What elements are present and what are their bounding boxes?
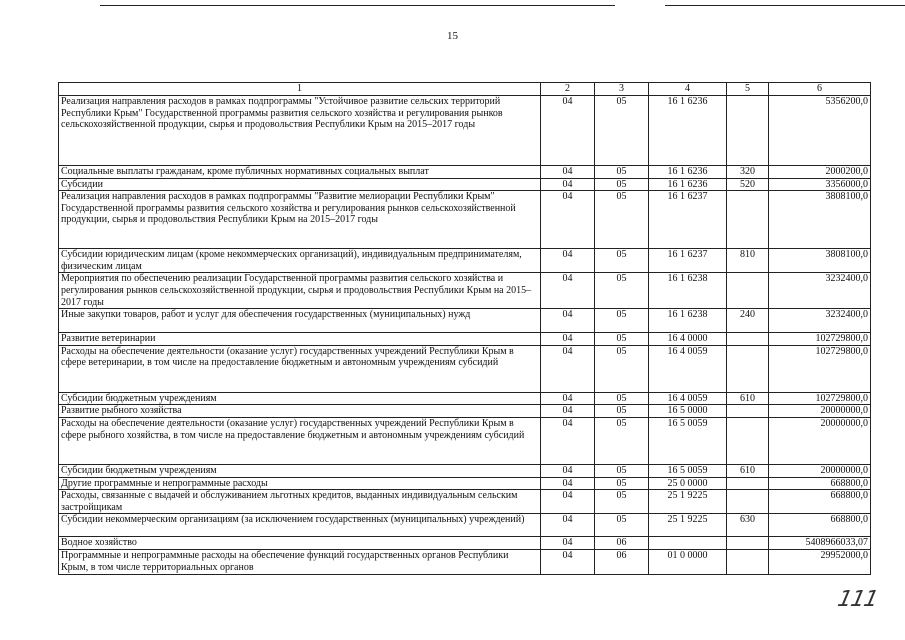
table-row [59, 333, 871, 346]
cell-amount: 3808100,0 [769, 191, 871, 249]
cell-subsection: 05 [595, 345, 649, 392]
cell-subsection: 05 [595, 490, 649, 514]
cell-expense-type [727, 191, 769, 249]
page-number: 15 [447, 30, 458, 42]
cell-amount: 3232400,0 [769, 273, 871, 309]
cell-target-article: 25 1 9225 [649, 490, 727, 514]
cell-target-article: 16 5 0000 [649, 405, 727, 418]
handwritten-page-mark: 111 [835, 587, 880, 612]
cell-expense-type [727, 273, 769, 309]
top-rule-right [665, 5, 905, 6]
cell-amount: 29952000,0 [769, 549, 871, 574]
cell-subsection: 05 [595, 166, 649, 179]
cell-expense-type: 610 [727, 464, 769, 477]
header-cell-target-article: 4 [649, 83, 727, 96]
cell-subsection: 05 [595, 392, 649, 405]
cell-target-article: 16 1 6237 [649, 249, 727, 273]
header-cell-section: 2 [541, 83, 595, 96]
cell-target-article: 16 1 6236 [649, 96, 727, 166]
cell-section: 04 [541, 273, 595, 309]
table-row [59, 537, 871, 550]
cell-description: Расходы, связанные с выдачей и обслуживанием льготных кредитов, выданных индивидуальным сельским застройщикам [59, 490, 541, 514]
header-cell-name: 1 [59, 83, 541, 96]
table-row [59, 490, 871, 514]
cell-target-article: 16 4 0059 [649, 345, 727, 392]
cell-section: 04 [541, 417, 595, 464]
table-row [59, 392, 871, 405]
cell-expense-type: 810 [727, 249, 769, 273]
cell-target-article: 16 1 6238 [649, 309, 727, 333]
header-cell-subsection: 3 [595, 83, 649, 96]
cell-section: 04 [541, 191, 595, 249]
cell-expense-type [727, 405, 769, 418]
cell-section: 04 [541, 96, 595, 166]
table-row [59, 405, 871, 418]
cell-expense-type: 520 [727, 178, 769, 191]
cell-target-article: 16 4 0059 [649, 392, 727, 405]
table-row [59, 345, 871, 392]
cell-section: 04 [541, 166, 595, 179]
cell-expense-type: 630 [727, 514, 769, 537]
cell-expense-type [727, 549, 769, 574]
cell-description: Развитие рыбного хозяйства [59, 405, 541, 418]
cell-description: Субсидии юридическим лицам (кроме некоммерческих организаций), индивидуальным предпринимателям, физическим лицам [59, 249, 541, 273]
cell-expense-type [727, 417, 769, 464]
table-row [59, 477, 871, 490]
cell-expense-type [727, 345, 769, 392]
cell-section: 04 [541, 549, 595, 574]
table-row [59, 249, 871, 273]
cell-target-article: 16 1 6238 [649, 273, 727, 309]
cell-subsection: 05 [595, 191, 649, 249]
cell-subsection: 05 [595, 309, 649, 333]
cell-description: Реализация направления расходов в рамках подпрограммы "Устойчивое развитие сельских территорий Республики Крым" Государственной программы развития сельского хозяйства и регулирования рынков сельскохозяйственной продукции, сырья и продовольствия Республики Крым на 2015–2017 годы [59, 96, 541, 166]
table-row [59, 549, 871, 574]
cell-expense-type [727, 537, 769, 550]
cell-subsection: 05 [595, 273, 649, 309]
cell-subsection: 05 [595, 464, 649, 477]
table-row [59, 417, 871, 464]
cell-amount: 3232400,0 [769, 309, 871, 333]
cell-subsection: 05 [595, 249, 649, 273]
cell-amount: 668800,0 [769, 477, 871, 490]
header-row [59, 83, 871, 96]
cell-subsection: 06 [595, 537, 649, 550]
table-row [59, 514, 871, 537]
cell-target-article: 16 4 0000 [649, 333, 727, 346]
cell-target-article: 16 5 0059 [649, 464, 727, 477]
cell-expense-type [727, 333, 769, 346]
cell-description: Субсидии некоммерческим организациям (за исключением государственных (муниципальных) учреждений) [59, 514, 541, 537]
cell-amount: 20000000,0 [769, 417, 871, 464]
budget-table [58, 82, 871, 575]
table-row [59, 178, 871, 191]
table-row [59, 191, 871, 249]
cell-target-article: 16 1 6236 [649, 166, 727, 179]
cell-description: Развитие ветеринарии [59, 333, 541, 346]
cell-description: Расходы на обеспечение деятельности (оказание услуг) государственных учреждений Республики Крым в сфере ветеринарии, в том числе на предоставление бюджетным и автономным учреждениям субсидий [59, 345, 541, 392]
cell-amount: 102729800,0 [769, 392, 871, 405]
cell-subsection: 06 [595, 549, 649, 574]
cell-expense-type [727, 96, 769, 166]
cell-amount: 3356000,0 [769, 178, 871, 191]
cell-amount: 102729800,0 [769, 333, 871, 346]
header-cell-expense-type: 5 [727, 83, 769, 96]
cell-subsection: 05 [595, 514, 649, 537]
top-rule-left [100, 5, 615, 6]
cell-target-article: 16 1 6237 [649, 191, 727, 249]
cell-description: Программные и непрограммные расходы на обеспечение функций государственных органов Республики Крым, в том числе территориальных органов [59, 549, 541, 574]
cell-description: Другие программные и непрограммные расходы [59, 477, 541, 490]
cell-description: Иные закупки товаров, работ и услуг для обеспечения государственных (муниципальных) нужд [59, 309, 541, 333]
cell-description: Субсидии бюджетным учреждениям [59, 392, 541, 405]
cell-target-article [649, 537, 727, 550]
cell-section: 04 [541, 405, 595, 418]
cell-description: Субсидии [59, 178, 541, 191]
cell-description: Расходы на обеспечение деятельности (оказание услуг) государственных учреждений Республики Крым в сфере рыбного хозяйства, в том числе на предоставление бюджетным и автономным учреждениям субсидий [59, 417, 541, 464]
table-body [59, 96, 871, 575]
cell-amount: 3808100,0 [769, 249, 871, 273]
cell-section: 04 [541, 537, 595, 550]
cell-amount: 2000200,0 [769, 166, 871, 179]
table-row [59, 166, 871, 179]
cell-section: 04 [541, 333, 595, 346]
cell-expense-type [727, 490, 769, 514]
cell-amount: 102729800,0 [769, 345, 871, 392]
cell-expense-type [727, 477, 769, 490]
cell-description: Реализация направления расходов в рамках подпрограммы "Развитие мелиорации Республики Крым" Государственной программы развития сельского хозяйства и регулирования рынков сельскохозяйственной продукции, сырья и продовольствия Республики Крым на 2015–2017 годы [59, 191, 541, 249]
cell-amount: 668800,0 [769, 490, 871, 514]
cell-subsection: 05 [595, 96, 649, 166]
cell-section: 04 [541, 249, 595, 273]
table-row [59, 464, 871, 477]
table-row [59, 273, 871, 309]
cell-expense-type: 240 [727, 309, 769, 333]
cell-subsection: 05 [595, 405, 649, 418]
cell-subsection: 05 [595, 333, 649, 346]
cell-amount: 5356200,0 [769, 96, 871, 166]
cell-target-article: 16 1 6236 [649, 178, 727, 191]
table-row [59, 309, 871, 333]
cell-section: 04 [541, 464, 595, 477]
cell-subsection: 05 [595, 178, 649, 191]
cell-target-article: 16 5 0059 [649, 417, 727, 464]
cell-target-article: 01 0 0000 [649, 549, 727, 574]
cell-amount: 668800,0 [769, 514, 871, 537]
cell-target-article: 25 1 9225 [649, 514, 727, 537]
cell-target-article: 25 0 0000 [649, 477, 727, 490]
cell-amount: 5408966033,07 [769, 537, 871, 550]
cell-amount: 20000000,0 [769, 405, 871, 418]
header-cell-amount: 6 [769, 83, 871, 96]
cell-expense-type: 610 [727, 392, 769, 405]
cell-expense-type: 320 [727, 166, 769, 179]
cell-description: Водное хозяйство [59, 537, 541, 550]
table-row [59, 96, 871, 166]
cell-section: 04 [541, 477, 595, 490]
cell-section: 04 [541, 309, 595, 333]
cell-section: 04 [541, 178, 595, 191]
cell-amount: 20000000,0 [769, 464, 871, 477]
cell-description: Мероприятия по обеспечению реализации Государственной программы развития сельского хозяйства и регулирования рынков сельскохозяйственной продукции, сырья и продовольствия Республики Крым на 2015–2017 годы [59, 273, 541, 309]
cell-section: 04 [541, 345, 595, 392]
cell-description: Социальные выплаты гражданам, кроме публичных нормативных социальных выплат [59, 166, 541, 179]
cell-subsection: 05 [595, 417, 649, 464]
cell-section: 04 [541, 490, 595, 514]
cell-section: 04 [541, 514, 595, 537]
cell-description: Субсидии бюджетным учреждениям [59, 464, 541, 477]
cell-section: 04 [541, 392, 595, 405]
cell-subsection: 05 [595, 477, 649, 490]
